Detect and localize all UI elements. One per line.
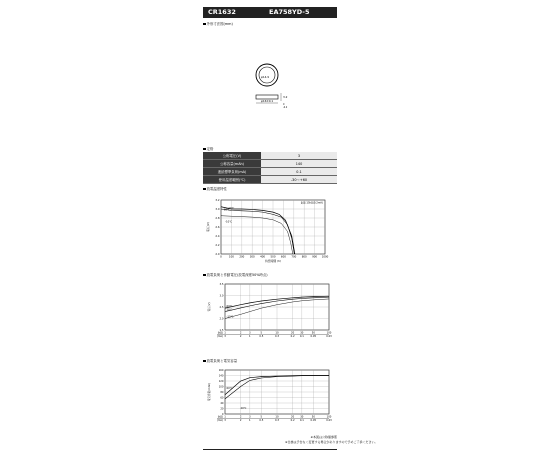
note-line-2: ※仕様は予告なく変更する場合がありますので予めご了承ください。 [285,440,378,444]
series-label: 20℃ [240,406,247,410]
y-axis-title: 電圧(V) [206,222,210,232]
x-tick-bottom: 0.3 [275,419,279,422]
spec-value: 140 [261,160,337,168]
y-tick-label: 160 [218,369,224,372]
y-tick-label: 1.5 [219,329,224,332]
x-tick-bottom: 0.5 [259,335,264,338]
x-tick-top: 3 [249,331,251,335]
x-tick-bottom: 0.2 [290,335,295,338]
x-tick-top: 20 [291,415,295,419]
x-tick-top: 1 [224,331,226,335]
x-unit-top: (kΩ) [217,331,223,335]
y-axis-title: 電圧(V) [208,302,211,312]
section-specs: 定格 [203,147,213,151]
y-tick-label: 2.6 [215,226,220,229]
x-tick-bottom: 1 [249,419,251,422]
spec-row [203,168,337,176]
section-dimensions: 外形寸法図(mm) [203,22,233,26]
y-tick-label: 2.2 [215,244,220,247]
x-tick-label: 600 [280,255,286,259]
x-tick-top: 30 [300,331,304,335]
x-tick-bottom: 0.03 [326,419,332,422]
x-tick-top: 10 [275,415,279,419]
dim-height-tolerance: 0 [283,103,285,106]
y-tick-label: 2.0 [215,253,220,256]
datasheet [203,7,378,444]
series-label: -10℃ [226,315,234,319]
y-tick-label: 140 [218,374,224,378]
x-tick-bottom: 0.1 [299,419,304,422]
x-tick-label: 100 [228,255,234,259]
series-label: 20℃ [226,308,233,312]
series-label: -10℃ [225,220,233,224]
y-tick-label: 20 [220,407,224,411]
y-tick-label: 3.0 [215,208,220,211]
x-unit-bottom: (mA) [216,419,223,422]
x-tick-label: 800 [301,255,307,259]
x-tick-bottom: 2 [239,419,242,422]
spec-row [203,176,337,184]
x-tick-bottom: 0.3 [275,335,279,338]
y-tick-label: 40 [220,402,224,405]
spec-value: 0.1 [261,168,337,176]
series-label: 60℃ [226,386,233,390]
x-tick-top: 20 [291,331,295,335]
x-tick-top: 2 [239,331,242,335]
x-unit-bottom: (mA) [216,335,223,338]
spec-label: 公称電圧(V) [203,152,261,160]
load-capacity-chart [203,364,337,434]
spec-label: 連続標準負荷(mA) [203,168,261,176]
y-tick-label: 0 [221,413,224,416]
x-tick-label: 400 [260,255,266,259]
x-tick-top: 30 [300,415,304,419]
x-tick-top: 10 [275,331,279,335]
x-axis-title: 持続時間 (h) [264,259,282,263]
x-tick-label: 900 [312,255,318,259]
note-line-1: ※本図は公称値参照 [310,435,337,439]
x-tick-top: 1 [224,415,226,419]
x-tick-top: 5 [260,331,263,335]
series-label: 20℃ [228,207,235,211]
x-tick-top: 3 [249,415,251,419]
y-tick-label: 80 [220,391,224,394]
battery-dimension-drawing [203,27,337,122]
x-tick-bottom: 0.05 [310,335,317,338]
x-tick-top: 50 [311,415,315,419]
series-label: 60℃ [226,305,233,309]
load-annotation: 負荷:15kΩ(0.2mA) [300,201,323,205]
section-voltage-chart: 放電負荷と作動電圧(放電深度50%時点) [203,273,268,277]
x-tick-bottom: 1 [249,335,251,338]
x-tick-label: 700 [291,255,297,259]
dim-outer-label: φ16±0.1 [261,99,274,103]
dim-height-tolerance-2: -0.2 [283,106,288,109]
x-tick-label: 200 [239,255,245,259]
model-number: CR1632 [208,8,236,16]
x-tick-top: 100 [326,415,332,419]
y-tick-label: 120 [218,380,224,383]
x-tick-top: 50 [311,331,315,335]
x-tick-label: 500 [270,255,276,259]
x-tick-bottom: 0.1 [299,335,304,338]
y-tick-label: 3.0 [219,294,224,298]
y-tick-label: 2.8 [215,217,220,220]
series-label: 60℃ [223,208,230,212]
y-tick-label: 2.5 [219,306,224,309]
y-tick-label: 2.0 [219,317,224,321]
x-tick-top: 5 [260,415,263,419]
x-tick-bottom: 0.03 [326,335,332,338]
spec-label: 公称容量(mAh) [203,160,261,168]
title-banner [203,7,337,18]
x-tick-label: 300 [249,255,255,259]
dim-inner-label: φ14.9 [261,75,270,79]
part-number: EA758YD-5 [269,8,310,16]
x-tick-label: 1000 [321,255,329,259]
x-unit-top: (kΩ) [217,415,223,419]
section-discharge: 放電温度特性 [203,187,227,191]
x-tick-bottom: 0.2 [290,419,295,422]
spec-row [203,160,337,168]
y-axis-title: 電気容量(mAh) [208,382,211,402]
x-tick-top: 100 [326,331,332,335]
spec-table [203,152,337,184]
spec-value: -30〜+60 [261,176,337,184]
x-tick-bottom: 3 [224,335,226,338]
x-tick-bottom: 0.5 [259,419,264,422]
section-capacity-chart: 放電負荷と電気容量 [203,359,237,363]
x-tick-bottom: 0.05 [310,419,317,422]
spec-label: 使用温度範囲(℃) [203,176,261,184]
spec-value: 3 [261,152,337,160]
y-tick-label: 100 [218,385,224,389]
spec-row [203,152,337,160]
y-tick-label: 2.4 [215,235,220,238]
dim-height-label: 3.2 [283,95,288,99]
discharge-temperature-chart [203,192,337,272]
x-tick-label: 0 [220,255,222,259]
y-tick-label: 60 [220,396,224,400]
y-tick-label: 3.2 [215,199,220,202]
x-tick-bottom: 2 [239,335,242,338]
y-tick-label: 3.5 [219,283,224,286]
x-tick-bottom: 3 [224,419,226,422]
load-voltage-chart [203,278,337,358]
x-tick-top: 2 [239,415,242,419]
